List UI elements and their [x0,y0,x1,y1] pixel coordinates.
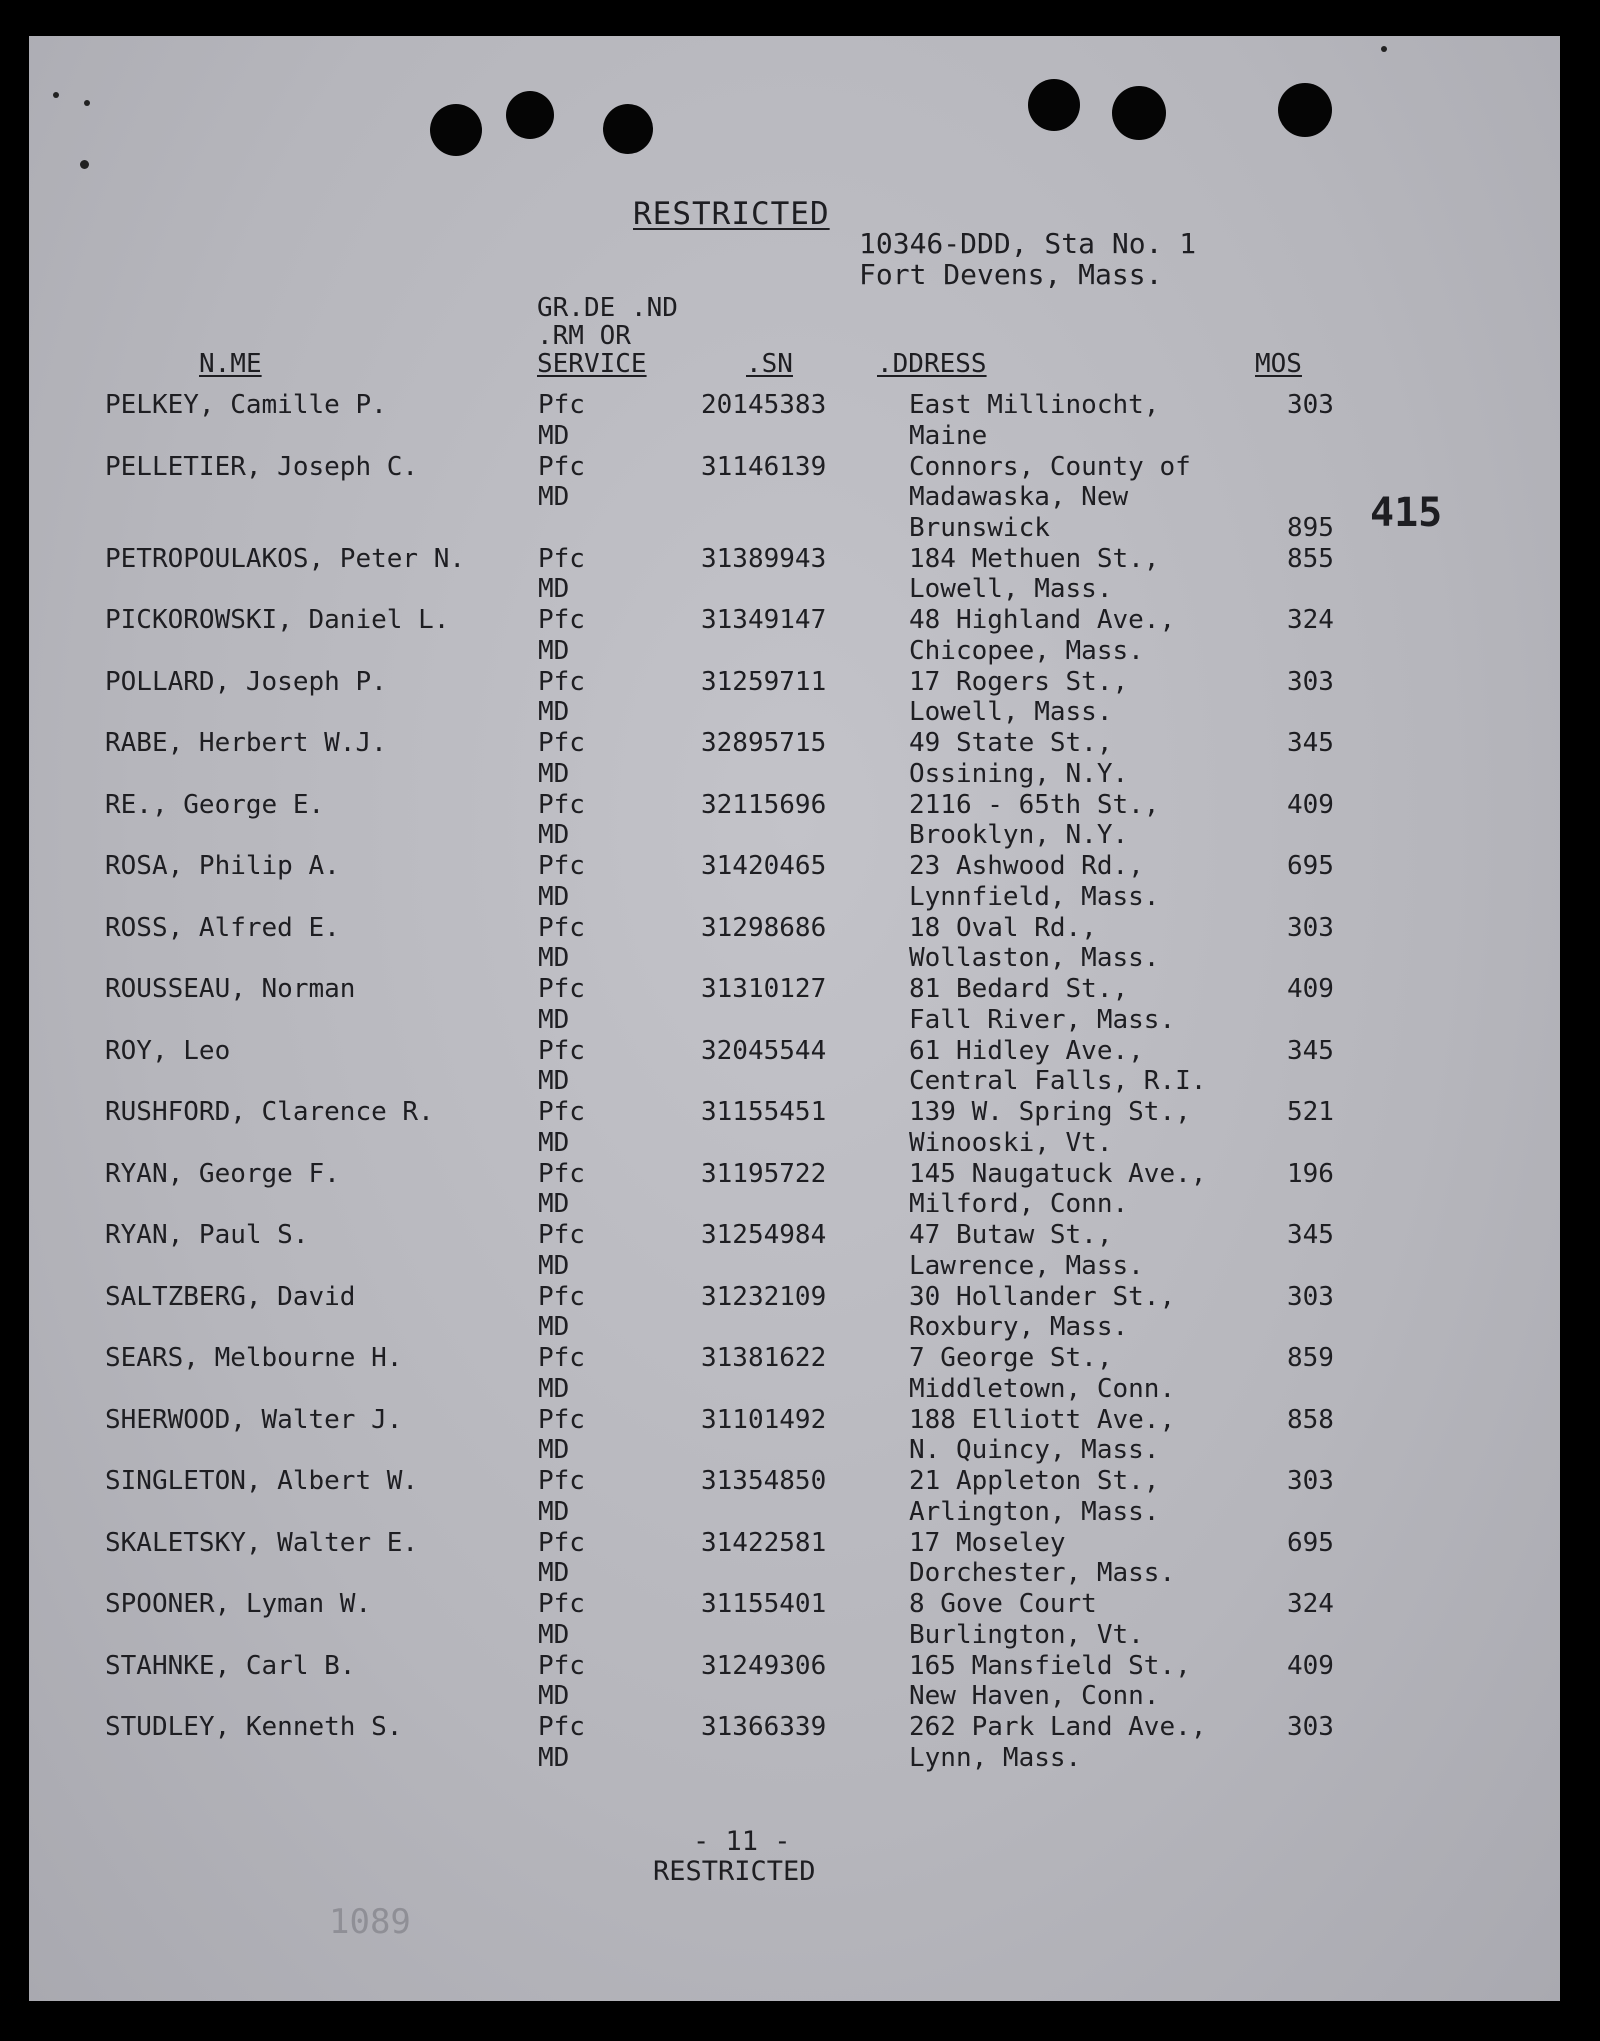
arm-of-service: MD [538,820,570,850]
mos-code: 303 [1287,390,1334,420]
column-header-name: N.ME [199,349,262,379]
soldier-name: RABE, Herbert W.J. [105,728,387,758]
address [909,667,1128,728]
address [909,390,1159,451]
address-line: Maine [909,420,988,451]
grade-arm [538,1528,585,1589]
soldier-name: PETROPOULAKOS, Peter N. [105,543,466,574]
grade: Pfc [538,1343,585,1373]
soldier-name: SALTZBERG, David [105,1281,356,1312]
address-line: Connors, County of [909,451,1191,482]
grade: Pfc [538,543,585,574]
address-line: Brunswick [909,512,1050,543]
address-line: Madawaska, New [909,482,1129,512]
grade: Pfc [538,851,585,881]
address [909,544,1159,605]
ink-speck [80,160,89,169]
address-line: Middletown, Conn. [909,1373,1176,1404]
army-serial-number: 31259711 [701,666,827,697]
army-serial-number: 32895715 [701,728,827,758]
arm-of-service: MD [538,574,570,604]
address-line: Burlington, Vt. [909,1619,1144,1650]
army-serial-number: 31254984 [701,1220,827,1250]
roster-entry [105,605,1334,667]
address-line: 81 Bedard St., [909,974,1129,1004]
grade-arm [538,728,585,789]
grade: Pfc [538,666,585,697]
grade-arm [538,1405,585,1466]
grade: Pfc [538,1158,585,1189]
arm-of-service: MD [538,1066,570,1096]
address-line: 47 Butaw St., [909,1220,1113,1250]
unit-designation [859,228,1196,290]
soldier-name: ROSA, Philip A. [105,851,340,881]
army-serial-number: 31354850 [701,1466,827,1496]
address-line: N. Quincy, Mass. [909,1435,1160,1465]
arm-of-service: MD [538,1558,570,1588]
arm-of-service: MD [538,1004,570,1035]
mos-code: 303 [1287,1281,1334,1312]
army-serial-number: 32045544 [701,1035,827,1066]
soldier-name: ROUSSEAU, Norman [105,974,356,1004]
army-serial-number: 31389943 [701,543,827,574]
address-line: 49 State St., [909,728,1113,758]
punch-hole [1112,86,1166,140]
station-line: Fort Devens, Mass. [859,258,1163,291]
army-serial-number: 31155401 [701,1589,827,1619]
roster-entry [105,1343,1334,1405]
mos-code: 324 [1287,1589,1334,1619]
address-line: 139 W. Spring St., [909,1097,1191,1127]
address [909,913,1159,974]
roster-entry [105,543,1334,606]
soldier-name: SINGLETON, Albert W. [105,1466,419,1496]
army-serial-number: 31195722 [701,1158,827,1189]
soldier-name: SEARS, Melbourne H. [105,1343,403,1373]
arm-of-service: MD [538,1496,570,1527]
roster-entry [105,1035,1334,1098]
grade-header-line: SERVICE [537,349,647,379]
grade-arm [538,1097,585,1158]
grade: Pfc [538,1527,585,1558]
address-line: East Millinocht, [909,390,1160,420]
address-line: Chicopee, Mass. [909,635,1144,666]
roster-entry [105,1097,1334,1159]
arm-of-service: MD [538,1619,570,1650]
grade: Pfc [538,912,585,943]
punch-hole [1028,79,1080,131]
soldier-name: STUDLEY, Kenneth S. [105,1712,403,1742]
army-serial-number: 31420465 [701,851,827,881]
address [909,1651,1191,1712]
mos-code: 855 [1287,543,1334,574]
roster-entry [105,666,1334,729]
grade-header-line: .RM OR [537,321,631,351]
mos-code: 858 [1287,1404,1334,1435]
roster-entry [105,1712,1334,1774]
soldier-name: ROSS, Alfred E. [105,912,340,943]
ink-speck [84,100,90,106]
arm-of-service: MD [538,420,570,451]
mos-code: 324 [1287,605,1334,635]
address-line: 188 Elliott Ave., [909,1404,1176,1435]
column-header-mos: MOS [1255,349,1302,379]
roster-entry [105,1220,1334,1282]
address-line: Roxbury, Mass. [909,1312,1129,1342]
soldier-name: SKALETSKY, Walter E. [105,1527,419,1558]
punch-hole [506,91,554,139]
mos-code: 695 [1287,1527,1334,1558]
soldier-name: RE., George E. [105,789,325,820]
arm-of-service: MD [538,635,570,666]
address-line: Winooski, Vt. [909,1127,1113,1158]
army-serial-number: 20145383 [701,390,827,420]
address-line: Fall River, Mass. [909,1004,1176,1035]
address [909,1097,1191,1158]
roster-entry [105,1404,1334,1467]
address-line: Dorchester, Mass. [909,1558,1176,1588]
mos-code: 303 [1287,1712,1334,1742]
army-serial-number: 31381622 [701,1343,827,1373]
grade-arm [538,913,585,974]
address-line: 262 Park Land Ave., [909,1712,1207,1742]
grade-header-line: GR.DE .ND [537,293,678,323]
address-line: Lowell, Mass. [909,574,1113,604]
address [909,605,1175,666]
arm-of-service: MD [538,1373,570,1404]
army-serial-number: 31101492 [701,1404,827,1435]
arm-of-service: MD [538,758,570,789]
ink-speck [53,92,59,98]
grade-arm [538,667,585,728]
army-serial-number: 31349147 [701,605,827,635]
column-header-asn: .SN [746,349,793,379]
arm-of-service: MD [538,1250,570,1281]
arm-of-service: MD [538,881,570,912]
mos-code: 409 [1287,1650,1334,1681]
arm-of-service: MD [538,1435,570,1465]
arm-of-service: MD [538,943,570,973]
grade: Pfc [538,789,585,820]
address-line: 17 Moseley [909,1527,1066,1558]
document-page [29,36,1560,2001]
address-line: 61 Hidley Ave., [909,1035,1144,1066]
army-serial-number: 31249306 [701,1650,827,1681]
army-serial-number: 31155451 [701,1097,827,1127]
soldier-name: PELLETIER, Joseph C. [105,451,419,482]
address-line: Arlington, Mass. [909,1496,1160,1527]
grade: Pfc [538,1404,585,1435]
grade-arm [538,1466,585,1527]
grade-arm [538,1159,585,1220]
grade-arm [538,1712,585,1773]
grade: Pfc [538,1466,585,1496]
roster-entry [105,912,1334,975]
address-line: 165 Mansfield St., [909,1650,1191,1681]
grade-arm [538,1282,585,1343]
address [909,1589,1144,1650]
punch-hole [603,104,653,154]
soldier-name: POLLARD, Joseph P. [105,666,387,697]
address-line: 7 George St., [909,1343,1113,1373]
address-line: Lowell, Mass. [909,697,1113,727]
punch-hole [1278,83,1332,137]
address-line: 184 Methuen St., [909,543,1160,574]
soldier-name: RYAN, George F. [105,1158,340,1189]
address-line: 17 Rogers St., [909,666,1129,697]
arm-of-service: MD [538,1312,570,1342]
roster-entry [105,789,1334,852]
grade: Pfc [538,1035,585,1066]
address-line: 8 Gove Court [909,1589,1097,1619]
address-line: 18 Oval Rd., [909,912,1097,943]
classification-header: RESTRICTED [633,196,830,232]
address [909,1466,1159,1527]
mos-code: 859 [1287,1343,1334,1373]
mos-code: 345 [1287,1035,1334,1066]
address [909,790,1159,851]
grade-arm [538,390,585,451]
grade: Pfc [538,451,585,482]
arm-of-service: MD [538,1681,570,1711]
address-line: Brooklyn, N.Y. [909,820,1129,850]
grade-arm [538,1220,585,1281]
roster-entry [105,1527,1334,1590]
mos-code: 303 [1287,666,1334,697]
soldier-name: PELKEY, Camille P. [105,390,387,420]
mos-code: 303 [1287,1466,1334,1496]
stamp-number: 1089 [329,1902,411,1942]
ink-speck [1381,46,1387,52]
address-line: Wollaston, Mass. [909,943,1160,973]
army-serial-number: 31366339 [701,1712,827,1742]
soldier-name: RUSHFORD, Clarence R. [105,1097,434,1127]
address [909,851,1159,912]
soldier-name: SHERWOOD, Walter J. [105,1404,403,1435]
mos-code: 345 [1287,1220,1334,1250]
address-line: 21 Appleton St., [909,1466,1160,1496]
address [909,728,1128,789]
address-line: 48 Highland Ave., [909,605,1176,635]
address [909,452,1191,544]
arm-of-service: MD [538,1189,570,1219]
grade-arm [538,452,585,513]
column-header-address: .DDRESS [877,349,987,379]
arm-of-service: MD [538,482,570,512]
arm-of-service: MD [538,697,570,727]
grade-arm [538,1651,585,1712]
address [909,974,1175,1035]
grade-arm [538,1589,585,1650]
arm-of-service: MD [538,1742,570,1773]
classification-footer: RESTRICTED [653,1856,816,1887]
address [909,1528,1175,1589]
personnel-roster [105,390,1334,1774]
roster-entry [105,851,1334,913]
address [909,1343,1175,1404]
grade: Pfc [538,390,585,420]
army-serial-number: 32115696 [701,789,827,820]
address-line: Lynn, Mass. [909,1742,1082,1773]
roster-entry [105,1466,1334,1528]
army-serial-number: 31232109 [701,1281,827,1312]
address-line: Milford, Conn. [909,1189,1129,1219]
roster-entry [105,1589,1334,1651]
soldier-name: ROY, Leo [105,1035,231,1066]
mos-code: 303 [1287,912,1334,943]
arm-of-service: MD [538,1127,570,1158]
address [909,1220,1144,1281]
roster-entry [105,974,1334,1036]
grade: Pfc [538,1589,585,1619]
soldier-name: SPOONER, Lyman W. [105,1589,372,1619]
roster-entry [105,728,1334,790]
grade: Pfc [538,1650,585,1681]
grade: Pfc [538,974,585,1004]
soldier-name: PICKOROWSKI, Daniel L. [105,605,450,635]
roster-entry [105,1650,1334,1713]
grade: Pfc [538,1220,585,1250]
address-line: Ossining, N.Y. [909,758,1129,789]
page-number: - 11 - [693,1826,791,1857]
address-line: New Haven, Conn. [909,1681,1160,1711]
army-serial-number: 31422581 [701,1527,827,1558]
grade-arm [538,1343,585,1404]
address-line: 2116 - 65th St., [909,789,1160,820]
grade: Pfc [538,1097,585,1127]
army-serial-number: 31298686 [701,912,827,943]
grade: Pfc [538,1712,585,1742]
grade-arm [538,974,585,1035]
address-line: 145 Naugatuck Ave., [909,1158,1207,1189]
mos-code: 196 [1287,1158,1334,1189]
mos-code: 695 [1287,851,1334,881]
roster-entry [105,1158,1334,1221]
address [909,1036,1206,1097]
mos-code: 895 [1287,512,1334,543]
address-line: Lawrence, Mass. [909,1250,1144,1281]
grade-arm [538,544,585,605]
handwritten-page-number: 415 [1370,490,1443,536]
address-line: 30 Hollander St., [909,1281,1176,1312]
grade: Pfc [538,1281,585,1312]
army-serial-number: 31146139 [701,451,827,482]
mos-code: 409 [1287,789,1334,820]
roster-entry [105,390,1334,452]
address [909,1712,1206,1773]
address [909,1159,1206,1220]
soldier-name: RYAN, Paul S. [105,1220,309,1250]
grade-arm [538,790,585,851]
address [909,1405,1175,1466]
roster-entry [105,451,1334,544]
punch-hole [430,104,482,156]
unit-line: 10346-DDD, Sta No. 1 [859,227,1197,260]
grade: Pfc [538,728,585,758]
mos-code: 521 [1287,1097,1334,1127]
grade: Pfc [538,605,585,635]
address-line: 23 Ashwood Rd., [909,851,1144,881]
mos-code: 409 [1287,974,1334,1004]
mos-code: 345 [1287,728,1334,758]
soldier-name: STAHNKE, Carl B. [105,1650,356,1681]
army-serial-number: 31310127 [701,974,827,1004]
address [909,1282,1175,1343]
address-line: Lynnfield, Mass. [909,881,1160,912]
roster-entry [105,1281,1334,1344]
grade-arm [538,1036,585,1097]
grade-arm [538,605,585,666]
address-line: Central Falls, R.I. [909,1066,1207,1096]
grade-arm [538,851,585,912]
column-header-grade [537,294,678,378]
